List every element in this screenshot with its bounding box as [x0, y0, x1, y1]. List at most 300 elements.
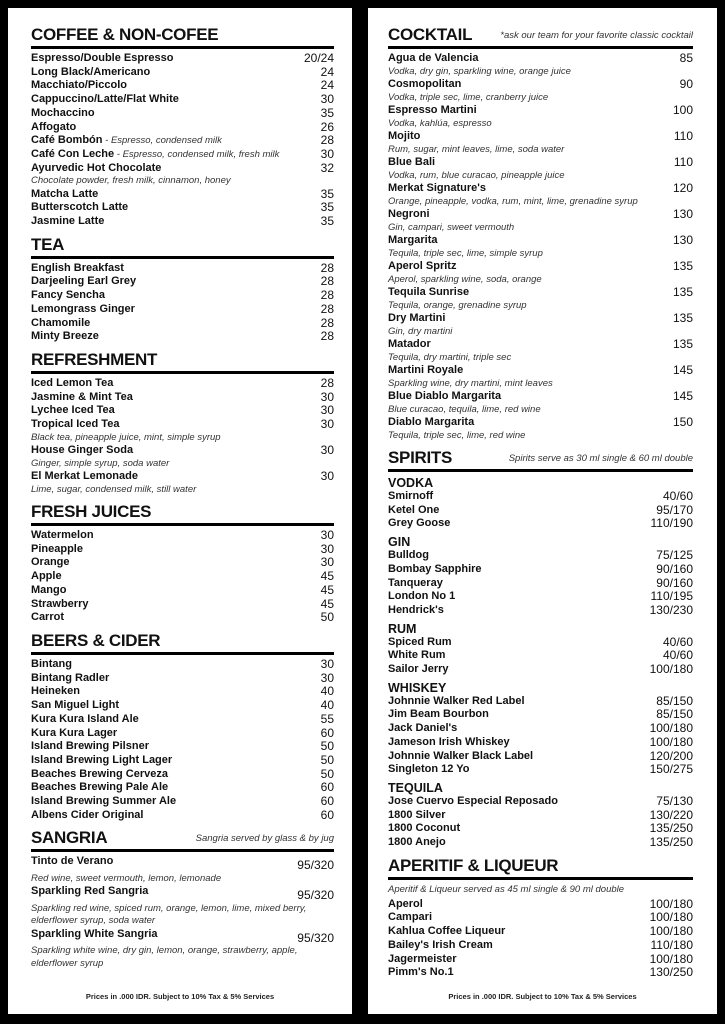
- menu-item-row: [31, 795, 334, 809]
- item-price: 100/180: [649, 734, 693, 749]
- menu-item-row: [388, 695, 693, 709]
- menu-item-row: [31, 418, 334, 432]
- section-header: [31, 235, 334, 259]
- item-description: Lime, sugar, condensed milk, still water: [31, 483, 197, 495]
- item-name-text: Tanqueray: [388, 576, 443, 589]
- item-price: 35: [320, 214, 334, 229]
- menu-item-row: [388, 517, 693, 531]
- item-name-text: Aperol: [388, 897, 423, 910]
- menu-item: [31, 134, 334, 148]
- item-name-text: Dry Martini: [388, 312, 446, 324]
- spirit-group-title: WHISKEY: [388, 680, 447, 695]
- menu-item: [31, 148, 334, 162]
- menu-item-row: [388, 649, 693, 663]
- item-name: [388, 563, 482, 577]
- menu-item-row: [31, 470, 334, 484]
- menu-item: [388, 750, 693, 764]
- menu-page-left: [8, 8, 352, 1014]
- item-name: [31, 699, 119, 713]
- menu-item: [31, 330, 334, 344]
- item-name-text: Jasmine & Mint Tea: [31, 390, 133, 403]
- item-name-text: Iced Lemon Tea: [31, 376, 114, 389]
- item-name: [31, 79, 127, 93]
- item-price: 100/180: [649, 924, 693, 939]
- item-name-text: Martini Royale: [388, 364, 464, 376]
- item-price: 130: [672, 207, 693, 221]
- item-name: [31, 262, 124, 276]
- item-price: 85: [679, 51, 693, 65]
- menu-item: [388, 260, 693, 286]
- item-name: [388, 260, 456, 274]
- menu-item-row: [388, 260, 693, 274]
- item-price: 135/250: [649, 835, 693, 850]
- menu-item: [31, 201, 334, 215]
- menu-item: [31, 543, 334, 557]
- menu-item-row: [388, 750, 693, 764]
- item-price: 130: [672, 233, 693, 247]
- item-price: 28: [320, 133, 334, 148]
- item-price: 45: [320, 596, 334, 611]
- item-name-text: Kura Kura Lager: [31, 726, 118, 739]
- item-price: 90/160: [656, 561, 693, 576]
- item-price: 28: [320, 315, 334, 330]
- menu-item-row: [31, 330, 334, 344]
- item-name-text: Sailor Jerry: [388, 663, 449, 676]
- menu-item: [31, 768, 334, 782]
- item-price: 60: [320, 794, 334, 809]
- item-description: Rum, sugar, mint leaves, lime, soda water: [388, 143, 565, 155]
- item-name-text: Heineken: [31, 685, 80, 698]
- item-name-text: Orange: [31, 556, 70, 569]
- menu-item: [388, 763, 693, 777]
- menu-item-row: [388, 312, 693, 326]
- menu-item: [388, 836, 693, 850]
- item-price: 120/200: [649, 748, 693, 763]
- item-name-text: Kura Kura Island Ale: [31, 712, 139, 725]
- menu-item: [31, 584, 334, 598]
- item-name-text: 1800 Coconut: [388, 822, 461, 835]
- menu-item-row: [388, 795, 693, 809]
- item-name-text: Jagermeister: [388, 952, 457, 965]
- item-name: [31, 543, 83, 557]
- section-beers-cider: [31, 631, 334, 822]
- section-coffee: [31, 25, 334, 229]
- item-name: [31, 275, 136, 289]
- menu-item-row: [31, 809, 334, 823]
- item-name: [388, 208, 430, 222]
- item-name-text: Jim Beam Bourbon: [388, 708, 489, 721]
- item-price: 26: [320, 119, 334, 134]
- item-description: Gin, dry martini: [388, 325, 453, 337]
- menu-item: [388, 590, 693, 604]
- menu-item-row: [31, 543, 334, 557]
- menu-item: [388, 104, 693, 130]
- item-price: 100/180: [649, 951, 693, 966]
- menu-item-row: [388, 563, 693, 577]
- menu-item: [31, 470, 334, 496]
- item-name: [388, 911, 432, 925]
- menu-item: [31, 162, 334, 188]
- item-price: 95/320: [297, 930, 334, 945]
- menu-item: [388, 663, 693, 677]
- price-footer: Prices in .000 IDR. Subject to 10% Tax & 5% Services: [448, 992, 637, 1001]
- menu-item: [388, 809, 693, 823]
- menu-item-row: [31, 121, 334, 135]
- spirit-group-title: TEQUILA: [388, 780, 443, 795]
- item-name: [31, 162, 161, 176]
- menu-item-row: [31, 162, 334, 176]
- item-price: 28: [320, 329, 334, 344]
- item-name: [31, 754, 172, 768]
- menu-item-row: [31, 215, 334, 229]
- item-name: [31, 418, 119, 432]
- section-note: *ask our team for your favorite classic cocktail: [500, 30, 693, 41]
- menu-item: [31, 317, 334, 331]
- menu-item: [31, 556, 334, 570]
- item-name: [31, 685, 80, 699]
- item-name-text: Negroni: [388, 208, 430, 220]
- menu-item-row: [388, 338, 693, 352]
- item-description: Vodka, dry gin, sparkling wine, orange juice: [388, 65, 571, 77]
- item-name: [31, 598, 88, 612]
- menu-item-row: [31, 107, 334, 121]
- menu-item: [31, 303, 334, 317]
- menu-item: [388, 939, 693, 953]
- item-price: 30: [320, 443, 334, 458]
- menu-item-row: [31, 713, 334, 727]
- menu-item-row: [388, 52, 693, 66]
- item-name-text: Jameson Irish Whiskey: [388, 735, 510, 748]
- menu-item: [388, 78, 693, 104]
- item-description: Sparkling wine, dry martini, mint leaves: [388, 377, 553, 389]
- item-name: [31, 713, 139, 727]
- menu-item-row: [31, 66, 334, 80]
- item-name-text: Margarita: [388, 234, 438, 246]
- item-price: 130/220: [649, 807, 693, 822]
- menu-item: [31, 781, 334, 795]
- menu-item-row: [388, 604, 693, 618]
- item-price: 40/60: [662, 634, 693, 649]
- menu-item: [388, 966, 693, 980]
- item-name-text: Lychee Iced Tea: [31, 404, 115, 417]
- item-name-text: House Ginger Soda: [31, 444, 134, 457]
- item-price: 100/180: [649, 910, 693, 925]
- item-price: 95/170: [656, 502, 693, 517]
- menu-item: [388, 490, 693, 504]
- menu-item: [31, 570, 334, 584]
- item-name: [31, 928, 158, 942]
- item-name-text: Affogato: [31, 120, 77, 133]
- menu-item: [31, 611, 334, 625]
- menu-item-row: [388, 416, 693, 430]
- section-fresh-juices: [31, 502, 334, 625]
- menu-item: [388, 549, 693, 563]
- menu-item: [31, 685, 334, 699]
- section-title: BEERS & CIDER: [31, 630, 161, 650]
- menu-item-row: [388, 722, 693, 736]
- menu-item: [31, 107, 334, 121]
- menu-item: [31, 79, 334, 93]
- menu-item: [31, 52, 334, 66]
- item-name-text: Mango: [31, 583, 67, 596]
- item-name-text: Butterscotch Latte: [31, 201, 129, 214]
- item-name: [388, 708, 489, 722]
- item-name-text: Lemongrass Ginger: [31, 302, 135, 315]
- menu-item-row: [388, 925, 693, 939]
- menu-item: [31, 727, 334, 741]
- item-price: 145: [672, 363, 693, 377]
- item-name-text: Mochaccino: [31, 106, 95, 119]
- item-price: 50: [320, 766, 334, 781]
- item-name: [31, 740, 149, 754]
- item-name: [31, 855, 113, 869]
- item-description: Gin, campari, sweet vermouth: [388, 221, 515, 233]
- menu-item-row: [31, 699, 334, 713]
- menu-item-row: [31, 52, 334, 66]
- item-name: [388, 722, 457, 736]
- item-name: [31, 611, 64, 625]
- menu-item: [388, 795, 693, 809]
- item-description: Black tea, pineapple juice, mint, simple syrup: [31, 431, 221, 443]
- menu-item: [31, 672, 334, 686]
- item-price: 60: [320, 807, 334, 822]
- item-name-text: Minty Breeze: [31, 330, 99, 343]
- item-description: Aperol, sparkling wine, soda, orange: [388, 273, 542, 285]
- section-header: [31, 25, 334, 49]
- menu-item: [31, 795, 334, 809]
- menu-item-row: [388, 130, 693, 144]
- item-name: [388, 649, 445, 663]
- section-title: SPIRITS: [388, 448, 453, 467]
- item-name-text: Darjeeling Earl Grey: [31, 275, 137, 288]
- menu-item: [31, 215, 334, 229]
- item-name-text: Apple: [31, 570, 62, 583]
- menu-item: [31, 809, 334, 823]
- item-name-text: Island Brewing Pilsner: [31, 740, 149, 753]
- menu-item-row: [388, 504, 693, 518]
- section-title: COCKTAIL: [388, 25, 473, 44]
- item-price: 110: [673, 155, 693, 169]
- section-sangria: [31, 828, 334, 970]
- item-name-text: Cappuccino/Latte/Flat White: [31, 93, 179, 106]
- item-name: [388, 953, 457, 967]
- item-name: [388, 338, 431, 352]
- item-price: 110: [673, 129, 693, 143]
- item-name-text: Ayurvedic Hot Chocolate: [31, 161, 162, 174]
- menu-item-row: [31, 275, 334, 289]
- item-name: [388, 182, 486, 196]
- item-price: 40: [320, 684, 334, 699]
- menu-item: [31, 444, 334, 470]
- item-price: 35: [320, 200, 334, 215]
- item-price: 45: [320, 582, 334, 597]
- item-name-text: Campari: [388, 911, 433, 924]
- item-name-text: London No 1: [388, 590, 456, 603]
- item-name: [388, 836, 446, 850]
- item-description: Vodka, rum, blue curacao, pineapple juice: [388, 169, 565, 181]
- item-name: [31, 121, 76, 135]
- spirit-group: [388, 476, 693, 531]
- menu-item: [388, 822, 693, 836]
- menu-item: [31, 188, 334, 202]
- menu-page-right: [368, 8, 717, 1014]
- item-price: 100/180: [649, 896, 693, 911]
- item-description: Tequila, orange, grenadine syrup: [388, 299, 527, 311]
- section-tea: [31, 235, 334, 344]
- item-name-text: Carrot: [31, 611, 65, 624]
- item-name: [31, 148, 279, 162]
- item-price: 60: [320, 780, 334, 795]
- item-price: 40/60: [662, 489, 693, 503]
- item-name-text: Kahlua Coffee Liqueur: [388, 925, 506, 938]
- item-name-text: Fancy Sencha: [31, 289, 105, 302]
- item-name: [388, 156, 435, 170]
- item-name: [388, 234, 438, 248]
- menu-item-row: [388, 490, 693, 504]
- item-description: Tequila, triple sec, lime, simple syrup: [388, 247, 543, 259]
- item-name-text: Bintang: [31, 657, 72, 670]
- item-price: 32: [320, 160, 334, 175]
- item-name-text: Grey Goose: [388, 517, 451, 530]
- menu-item: [31, 855, 334, 885]
- item-price: 50: [320, 739, 334, 754]
- item-name: [388, 577, 443, 591]
- item-name-text: Beaches Brewing Cerveza: [31, 767, 168, 780]
- menu-item: [31, 391, 334, 405]
- item-name-text: Island Brewing Light Lager: [31, 753, 173, 766]
- item-name: [388, 52, 478, 66]
- item-price: 135: [672, 285, 693, 299]
- item-name-text: Hendrick's: [388, 603, 444, 616]
- menu-item: [31, 275, 334, 289]
- item-price: 30: [320, 146, 334, 161]
- item-name: [31, 330, 99, 344]
- item-name: [388, 130, 420, 144]
- menu-item-row: [31, 928, 334, 946]
- menu-item: [388, 722, 693, 736]
- item-price: 90/160: [656, 575, 693, 590]
- section-header: [31, 631, 334, 655]
- menu-item-row: [31, 404, 334, 418]
- item-name-text: Beaches Brewing Pale Ale: [31, 781, 169, 794]
- item-name-text: Bintang Radler: [31, 671, 110, 684]
- item-price: 30: [320, 469, 334, 484]
- section-spirits: [388, 448, 693, 850]
- menu-item-row: [31, 611, 334, 625]
- menu-item-row: [388, 663, 693, 677]
- item-price: 30: [320, 541, 334, 556]
- item-name-text: 1800 Anejo: [388, 836, 446, 849]
- menu-item: [388, 504, 693, 518]
- menu-item-row: [31, 672, 334, 686]
- item-name: [388, 517, 450, 531]
- menu-item: [388, 636, 693, 650]
- menu-item-row: [388, 822, 693, 836]
- menu-item: [388, 208, 693, 234]
- item-name: [388, 822, 460, 836]
- item-name-text: Chamomile: [31, 316, 91, 329]
- item-name-text: Blue Diablo Margarita: [388, 390, 502, 402]
- menu-item: [388, 911, 693, 925]
- item-name: [388, 898, 423, 912]
- menu-item-row: [388, 104, 693, 118]
- item-name-text: Café Bombón: [31, 134, 103, 147]
- menu-item-row: [388, 953, 693, 967]
- item-name-text: Bulldog: [388, 549, 429, 562]
- item-name: [31, 66, 150, 80]
- item-price: 135: [672, 259, 693, 273]
- spirit-group-title: GIN: [388, 535, 411, 550]
- item-name: [31, 885, 148, 899]
- menu-item-row: [31, 885, 334, 903]
- item-name-text: Pineapple: [31, 542, 83, 555]
- menu-item: [31, 262, 334, 276]
- item-name: [31, 727, 117, 741]
- item-name: [31, 470, 138, 484]
- menu-item: [31, 377, 334, 391]
- item-name-text: Long Black/Americano: [31, 65, 151, 78]
- item-name: [31, 444, 133, 458]
- item-price: 55: [320, 711, 334, 726]
- item-name: [388, 636, 452, 650]
- item-inline-description: - Espresso, condensed milk: [102, 135, 222, 147]
- item-description: Red wine, sweet vermouth, lemon, lemonade: [31, 873, 222, 885]
- item-price: 40/60: [662, 648, 693, 663]
- item-price: 30: [320, 555, 334, 570]
- item-name-text: Tropical Iced Tea: [31, 418, 120, 431]
- item-name: [388, 78, 461, 92]
- spirit-group: [388, 781, 693, 850]
- menu-item: [31, 740, 334, 754]
- item-name-text: Albens Cider Original: [31, 808, 144, 821]
- section-title: COFFEE & NON-COFEE: [31, 25, 219, 44]
- item-name: [388, 416, 474, 430]
- menu-item-row: [388, 736, 693, 750]
- item-name-text: Smirnoff: [388, 490, 434, 502]
- item-name: [31, 809, 143, 823]
- menu-item: [31, 121, 334, 135]
- menu-item-row: [31, 598, 334, 612]
- item-price: 85/150: [656, 707, 693, 722]
- item-name: [388, 390, 501, 404]
- item-name: [388, 590, 455, 604]
- menu-item: [388, 364, 693, 390]
- item-name: [31, 658, 72, 672]
- menu-item: [31, 66, 334, 80]
- item-price: 110/180: [650, 937, 693, 952]
- item-price: 20/24: [303, 51, 334, 65]
- item-name-text: Watermelon: [31, 529, 94, 542]
- menu-item-row: [31, 148, 334, 162]
- menu-item: [388, 390, 693, 416]
- menu-item-row: [31, 93, 334, 107]
- item-name: [31, 529, 94, 543]
- menu-item: [388, 695, 693, 709]
- item-name-text: Matcha Latte: [31, 187, 99, 200]
- section-note: Spirits serve as 30 ml single & 60 ml double: [508, 453, 693, 464]
- item-name-text: English Breakfast: [31, 261, 124, 274]
- menu-item: [31, 529, 334, 543]
- menu-item: [388, 130, 693, 156]
- item-price: 50: [320, 752, 334, 767]
- section-title: FRESH JUICES: [31, 502, 152, 522]
- menu-item: [31, 598, 334, 612]
- item-name: [31, 570, 62, 584]
- item-name: [388, 663, 449, 677]
- item-name-text: Merkat Signature's: [388, 182, 486, 194]
- menu-item: [388, 708, 693, 722]
- menu-item-row: [31, 188, 334, 202]
